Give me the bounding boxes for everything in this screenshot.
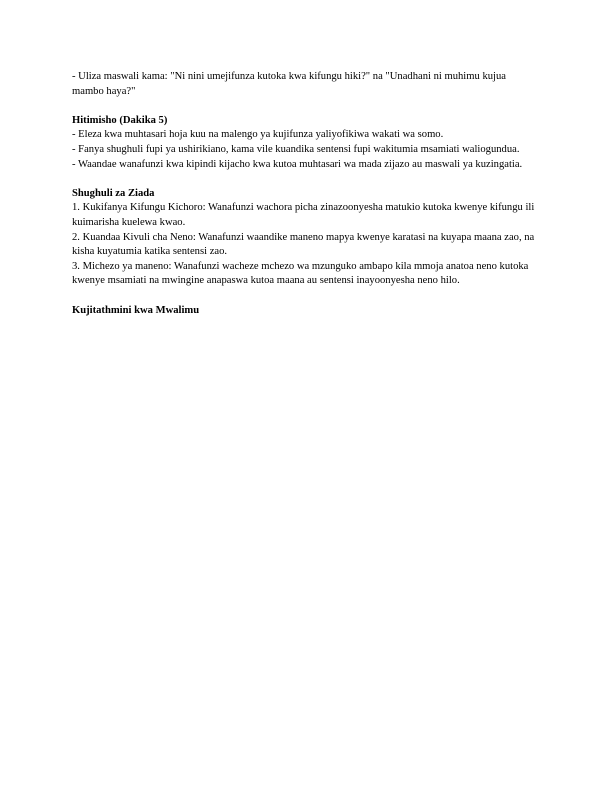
shughuli-item: 3. Michezo ya maneno: Wanafunzi wacheze mchezo wa mzunguko ambapo kila mmoja anatoa neno kutoka kwenye msamiati na mwingine anapaswa kutoa maana au sentensi inayoonyesha neno hilo. (72, 260, 529, 287)
shughuli-item: 2. Kuandaa Kivuli cha Neno: Wanafunzi waandike maneno mapya kwenye karatasi na kuyapa maana zao, na kisha kuyatumia katika sentensi zao. (72, 231, 535, 258)
hitimisho-item: - Eleza kwa muhtasari hoja kuu na malengo ya kujifunza yaliyofikiwa wakati wa somo. (72, 129, 444, 141)
section-gap (72, 289, 540, 304)
shughuli-heading: Shughuli za Ziada (72, 187, 155, 199)
hitimisho-heading: Hitimisho (Dakika 5) (72, 114, 168, 126)
section-gap (72, 99, 540, 114)
hitimisho-item: - Waandae wanafunzi kwa kipindi kijacho kwa kutoa muhtasari wa mada zijazo au maswali ya kuzingatia. (72, 158, 523, 170)
document-body (72, 70, 540, 318)
hitimisho-item: - Fanya shughuli fupi ya ushirikiano, kama vile kuandika sentensi fupi wakitumia msamiati waliogundua. (72, 143, 520, 155)
kujitathmini-heading: Kujitathmini kwa Mwalimu (72, 304, 200, 316)
section-gap (72, 172, 540, 187)
shughuli-item: 1. Kukifanya Kifungu Kichoro: Wanafunzi wachora picha zinazoonyesha matukio kutoka kwenye kifungu ili kuimarisha kuelewa kwao. (72, 202, 535, 228)
intro-question-line: - Uliza maswali kama: "Ni nini umejifunza kutoka kwa kifungu hiki?" na "Unadhani ni muhimu kujua mambo haya?" (72, 71, 506, 97)
